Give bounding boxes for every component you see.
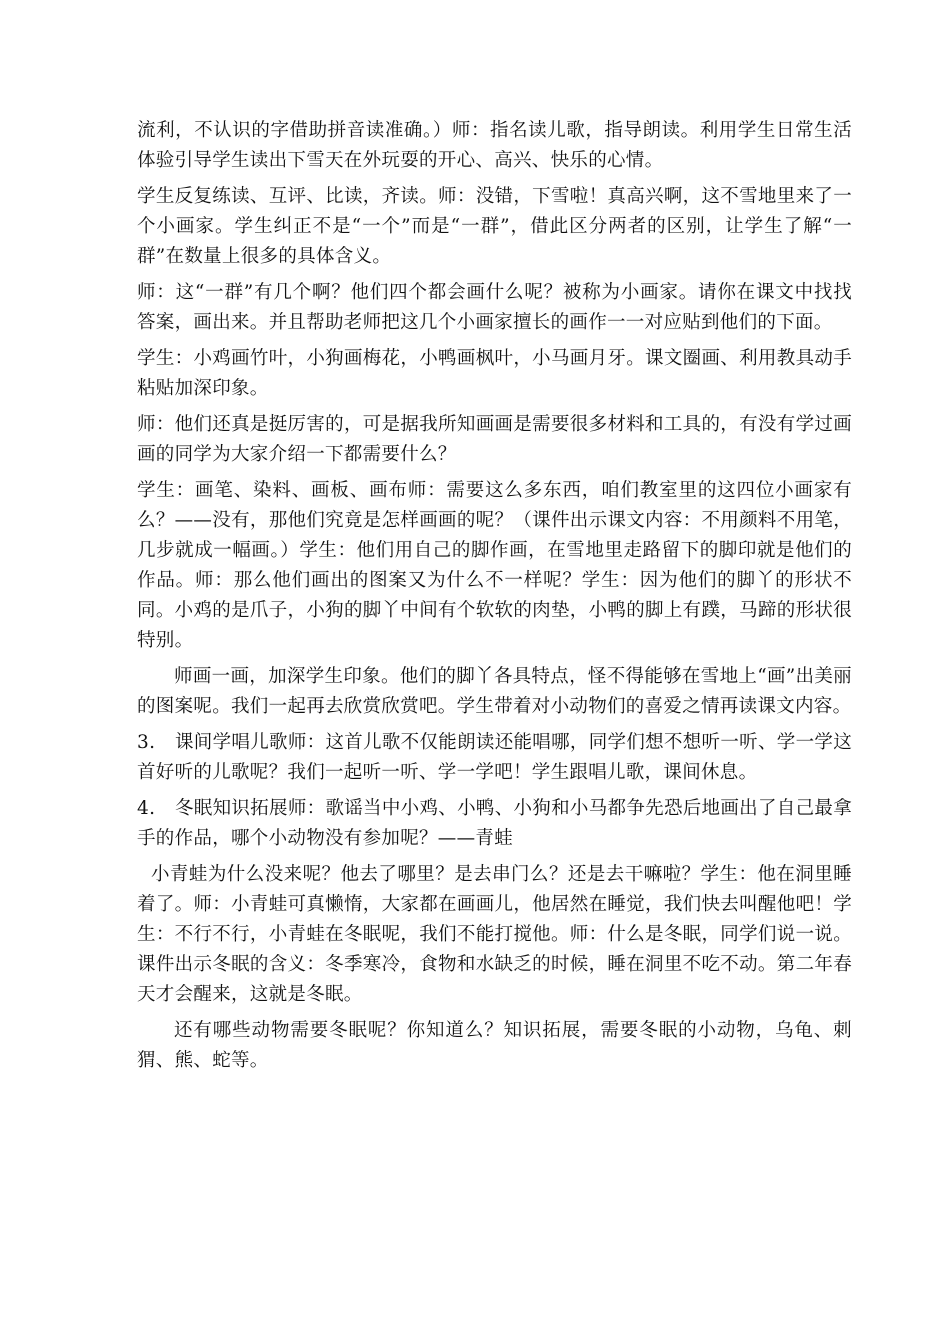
paragraph-section-3 [137,728,852,788]
section-text: 冬眠知识拓展师：歌谣当中小鸡、小鸭、小狗和小马都争先恐后地画出了自己最拿手的作品，哪个小动物没有参加呢？——青蛙 [137,798,852,849]
paragraph-hibernation: 小青蛙为什么没来呢？他去了哪里？是去串门么？还是去干嘛啦？学生：他在洞里睡着了。师：小青蛙可真懒惰，大家都在画画儿，他居然在睡觉，我们快去叫醒他吧！学生：不行不行，小青蛙在冬眠呢，我们不能打搅他。师：什么是冬眠，同学们说一说。课件出示冬眠的含义：冬季寒冷，食物和水缺乏的时候，睡在洞里不吃不动。第二年春天才会醒来，这就是冬眠。 [137,864,852,1005]
document-page [137,116,852,1076]
section-number: 4. [137,798,156,819]
section-number: 3. [137,732,156,753]
paragraph-practice-reading: 学生反复练读、互评、比读，齐读。师：没错，下雪啦！真高兴啊，这不雪地里来了一个小画家。学生纠正不是“一个”而是“一群”，借此区分两者的区别，让学生了解“一群”在数量上很多的具体含义。 [137,186,852,267]
paragraph-materials-question: 师：他们还真是挺厉害的，可是据我所知画画是需要很多材料和工具的，有没有学过画画的同学为大家介绍一下都需要什么？ [137,414,852,465]
paragraph-teacher-drawing: 师画一画，加深学生印象。他们的脚丫各具特点，怪不得能够在雪地上“画”出美丽的图案呢。我们一起再去欣赏欣赏吧。学生带着对小动物们的喜爱之情再读课文内容。 [137,666,852,717]
paragraph-find-answers: 师：这“一群”有几个啊？他们四个都会画什么呢？被称为小画家。请你在课文中找找答案，画出来。并且帮助老师把这几个小画家擅长的画作一一对应贴到他们的下面。 [137,282,852,333]
paragraph-section-4 [137,794,852,854]
section-text: 课间学唱儿歌师：这首儿歌不仅能朗读还能唱哪，同学们想不想听一听、学一学这首好听的儿歌呢？我们一起听一听、学一学吧！学生跟唱儿歌，课间休息。 [137,732,852,783]
paragraph-student-answers: 学生：小鸡画竹叶，小狗画梅花，小鸭画枫叶，小马画月牙。课文圈画、利用教具动手粘贴加深印象。 [137,348,852,399]
paragraph-reading-guidance: 流利，不认识的字借助拼音读准确。）师：指名读儿歌，指导朗读。利用学生日常生活体验引导学生读出下雪天在外玩耍的开心、高兴、快乐的心情。 [137,120,852,171]
paragraph-footprint-discussion: 学生：画笔、染料、画板、画布师：需要这么多东西，咱们教室里的这四位小画家有么？——没有，那他们究竟是怎样画画的呢？（课件出示课文内容：不用颜料不用笔，几步就成一幅画。）学生：他们用自己的脚作画，在雪地里走路留下的脚印就是他们的作品。师：那么他们画出的图案又为什么不一样呢？学生：因为他们的脚丫的形状不同。小鸡的是爪子，小狗的脚丫中间有个软软的肉垫，小鸭的脚上有蹼，马蹄的形状很特别。 [137,480,852,651]
paragraph-hibernating-animals: 还有哪些动物需要冬眠呢？你知道么？知识拓展，需要冬眠的小动物，乌龟、刺猬、熊、蛇等。 [137,1020,852,1071]
